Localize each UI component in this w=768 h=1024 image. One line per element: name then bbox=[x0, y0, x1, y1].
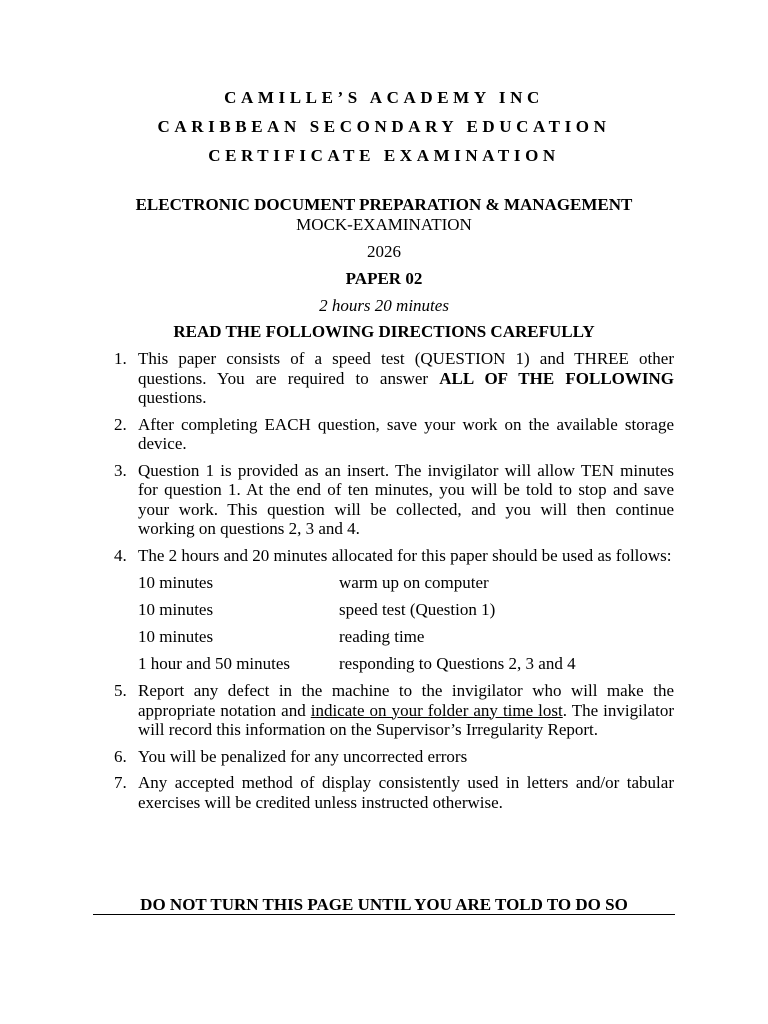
item-number: 3. bbox=[114, 460, 127, 480]
education-title: CARIBBEAN SECONDARY EDUCATION bbox=[157, 117, 611, 136]
item-text-part: questions. bbox=[138, 388, 207, 407]
subject-title: ELECTRONIC DOCUMENT PREPARATION & MANAGEMENT bbox=[135, 195, 633, 214]
item-number: 6. bbox=[114, 746, 127, 766]
item-text: Question 1 is provided as an insert. The invigilator will allow TEN minutes for question 1. At the end of ten minutes, you will be told to stop and save your work. This question will be collected, and you will then continue working on questions 2, 3 and 4. bbox=[138, 460, 674, 538]
item-text-part: . The invigilator will record this information on the Supervisor’s Irregularity Report. bbox=[138, 700, 674, 739]
directions-heading: READ THE FOLLOWING DIRECTIONS CAREFULLY bbox=[173, 322, 595, 341]
schedule-duration: 10 minutes bbox=[138, 600, 214, 619]
direction-item-4 bbox=[114, 546, 674, 675]
item-number: 2. bbox=[114, 414, 127, 434]
item-text: The 2 hours and 20 minutes allocated for this paper should be used as follows: bbox=[138, 545, 672, 565]
item-text-part: This paper consists of a speed test (QUESTION 1) and THREE other questions. You are required to answer bbox=[138, 349, 674, 388]
direction-item-3 bbox=[114, 461, 674, 539]
item-text bbox=[138, 349, 674, 408]
exam-year: 2026 bbox=[367, 242, 401, 261]
direction-item-5 bbox=[114, 681, 674, 740]
direction-item-2 bbox=[114, 415, 674, 454]
exam-duration: 2 hours 20 minutes bbox=[319, 296, 449, 315]
schedule-duration: 1 hour and 50 minutes bbox=[138, 654, 291, 673]
direction-item-1 bbox=[114, 349, 674, 408]
direction-item-6 bbox=[114, 747, 674, 767]
schedule-activity: warm up on computer bbox=[339, 573, 489, 592]
item-number: 4. bbox=[114, 545, 127, 565]
schedule-row bbox=[138, 627, 674, 654]
item-text-bold: ALL OF THE FOLLOWING bbox=[439, 368, 674, 388]
schedule-row bbox=[138, 600, 674, 627]
direction-item-7 bbox=[114, 773, 674, 812]
item-number: 1. bbox=[114, 349, 127, 368]
item-text-underlined: indicate on your folder any time lost bbox=[310, 700, 563, 720]
schedule-duration: 10 minutes bbox=[138, 573, 214, 592]
schedule-row bbox=[138, 654, 674, 674]
schedule-activity: reading time bbox=[339, 627, 425, 646]
directions-list bbox=[114, 349, 674, 819]
item-text: After completing EACH question, save your work on the available storage device. bbox=[138, 414, 674, 453]
schedule-activity: responding to Questions 2, 3 and 4 bbox=[339, 654, 576, 673]
academy-name: CAMILLE’S ACADEMY INC bbox=[224, 88, 544, 107]
exam-type: MOCK-EXAMINATION bbox=[296, 215, 472, 234]
item-number: 5. bbox=[114, 681, 127, 700]
schedule-activity: speed test (Question 1) bbox=[339, 600, 496, 619]
schedule-duration: 10 minutes bbox=[138, 627, 214, 646]
paper-number: PAPER 02 bbox=[345, 269, 423, 288]
time-schedule bbox=[138, 573, 674, 674]
item-text bbox=[138, 681, 674, 740]
item-text: You will be penalized for any uncorrected errors bbox=[138, 746, 468, 766]
footer-notice: DO NOT TURN THIS PAGE UNTIL YOU ARE TOLD TO DO SO bbox=[140, 895, 628, 914]
schedule-row bbox=[138, 573, 674, 600]
footer-divider bbox=[93, 914, 675, 915]
item-text-part: Report any defect in the machine to the invigilator who will make the appropriate notation and bbox=[138, 681, 674, 720]
item-number: 7. bbox=[114, 773, 127, 792]
certificate-title: CERTIFICATE EXAMINATION bbox=[208, 146, 560, 165]
item-text: Any accepted method of display consistently used in letters and/or tabular exercises will be credited unless instructed otherwise. bbox=[138, 773, 674, 812]
